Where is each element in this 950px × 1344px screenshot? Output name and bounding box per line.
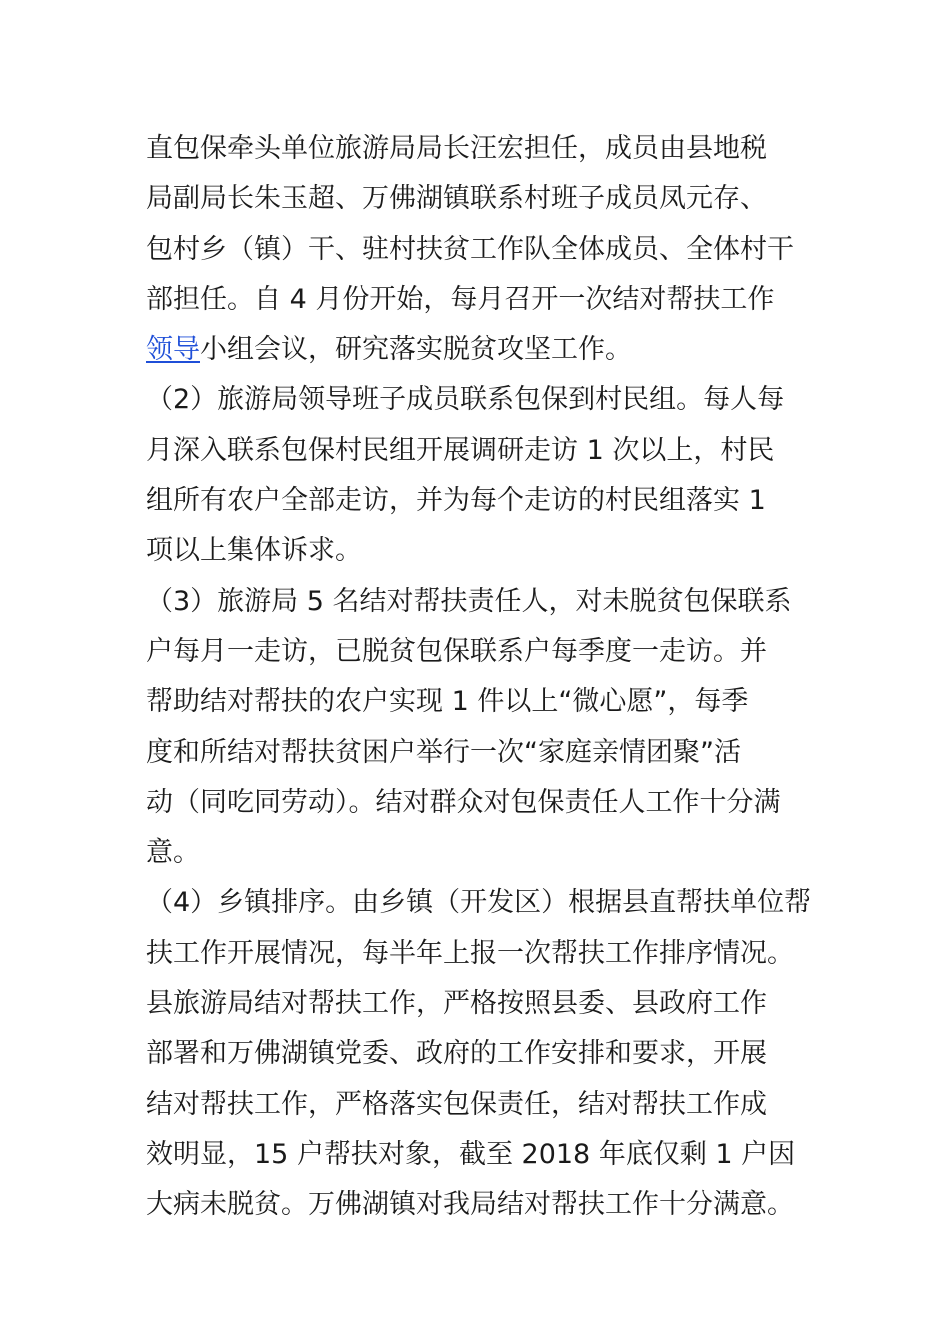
text-line: 帮助结对帮扶的农户实现 1 件以上“微心愿”，每季	[146, 686, 749, 718]
text-line: （3）旅游局 5 名结对帮扶责任人，对未脱贫包保联系	[146, 585, 792, 617]
text-line: 组所有农户全部走访，并为每个走访的村民组落实 1	[146, 485, 766, 517]
text-line: 小组会议，研究落实脱贫攻坚工作。	[200, 334, 632, 366]
body-text	[146, 124, 826, 1231]
text-line: 大病未脱贫。万佛湖镇对我局结对帮扶工作十分满意。	[146, 1189, 794, 1221]
text-line: 效明显，15 户帮扶对象，截至 2018 年底仅剩 1 户因	[146, 1138, 796, 1170]
text-line: 包村乡（镇）干、驻村扶贫工作队全体成员、全体村干	[146, 233, 794, 265]
text-line: 动（同吃同劳动）。结对群众对包保责任人工作十分满	[146, 786, 781, 818]
text-line: 项以上集体诉求。	[146, 535, 362, 567]
leadership-link[interactable]: 领导	[146, 334, 200, 366]
text-line: 县旅游局结对帮扶工作，严格按照县委、县政府工作	[146, 988, 767, 1020]
text-line-with-link	[146, 325, 826, 375]
text-line: 月深入联系包保村民组开展调研走访 1 次以上，村民	[146, 434, 775, 466]
text-line: 部署和万佛湖镇党委、政府的工作安排和要求，开展	[146, 1038, 767, 1070]
text-line: 扶工作开展情况，每半年上报一次帮扶工作排序情况。	[146, 937, 794, 969]
text-line: 部担任。自 4 月份开始，每月召开一次结对帮扶工作	[146, 283, 775, 315]
text-line: （4）乡镇排序。由乡镇（开发区）根据县直帮扶单位帮	[146, 887, 812, 919]
text-line: （2）旅游局领导班子成员联系包保到村民组。每人每	[146, 384, 785, 416]
text-line: 直包保牵头单位旅游局局长汪宏担任，成员由县地税	[146, 133, 767, 164]
text-line: 度和所结对帮扶贫困户举行一次“家庭亲情团聚”活	[146, 736, 741, 768]
text-line: 意。	[146, 837, 200, 869]
text-line: 局副局长朱玉超、万佛湖镇联系村班子成员凤元存、	[146, 183, 767, 215]
text-line: 结对帮扶工作，严格落实包保责任，结对帮扶工作成	[146, 1088, 767, 1120]
text-line: 户每月一走访，已脱贫包保联系户每季度一走访。并	[146, 635, 767, 667]
